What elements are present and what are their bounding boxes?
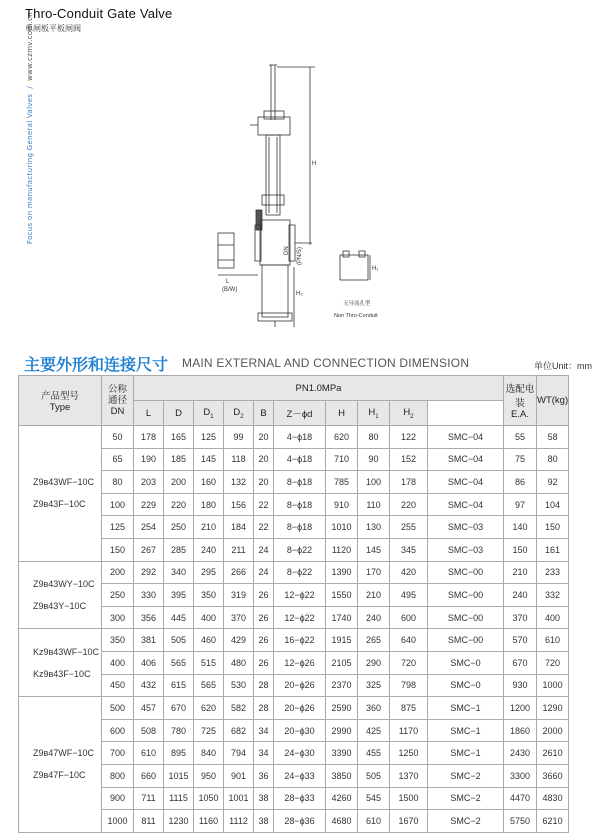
table-cell: 340 xyxy=(164,561,194,584)
table-cell: 90 xyxy=(358,448,390,471)
table-cell: 200 xyxy=(164,471,194,494)
col-l: L xyxy=(134,401,164,426)
header-wt: WT(kg) xyxy=(537,376,569,426)
table-cell: 125 xyxy=(194,426,224,449)
table-cell: 240 xyxy=(194,538,224,561)
table-cell: 12−ϕ26 xyxy=(274,651,326,674)
table-cell: 34 xyxy=(254,719,274,742)
table-cell: 156 xyxy=(224,493,254,516)
table-cell: SMC−00 xyxy=(428,629,504,652)
table-cell: 432 xyxy=(134,674,164,697)
table-cell: 4680 xyxy=(326,810,358,833)
col-h: H xyxy=(326,401,358,426)
table-row xyxy=(19,629,569,652)
table-cell: 1230 xyxy=(164,810,194,833)
table-cell: 104 xyxy=(537,493,569,516)
table-cell: 130 xyxy=(358,516,390,539)
table-cell: 950 xyxy=(194,764,224,787)
table-cell: 900 xyxy=(102,787,134,810)
table-cell: 4−ϕ18 xyxy=(274,448,326,471)
table-cell: 150 xyxy=(504,538,537,561)
table-cell: 38 xyxy=(254,810,274,833)
table-cell: 350 xyxy=(194,584,224,607)
table-cell: 185 xyxy=(164,448,194,471)
table-cell: 3390 xyxy=(326,742,358,765)
table-cell: SMC−2 xyxy=(428,787,504,810)
section-header xyxy=(24,352,594,374)
label-no-guide-cn: 无导流孔型 xyxy=(343,301,371,307)
table-cell: 406 xyxy=(134,651,164,674)
table-cell: SMC−0 xyxy=(428,651,504,674)
table-cell: 165 xyxy=(164,426,194,449)
table-cell: 508 xyxy=(134,719,164,742)
table-cell: 794 xyxy=(224,742,254,765)
table-cell: 170 xyxy=(358,561,390,584)
col-d: D xyxy=(164,401,194,426)
table-cell: 610 xyxy=(358,810,390,833)
table-row xyxy=(19,448,569,471)
table-cell: 140 xyxy=(504,516,537,539)
table-cell: 565 xyxy=(194,674,224,697)
table-cell: 325 xyxy=(358,674,390,697)
table-cell: 267 xyxy=(134,538,164,561)
label-h1: H₁ xyxy=(372,266,379,272)
table-cell: 8−ϕ18 xyxy=(274,471,326,494)
table-cell: 460 xyxy=(194,629,224,652)
table-cell: 798 xyxy=(390,674,428,697)
label-pns: (PN/S) xyxy=(297,247,303,265)
table-cell: 1010 xyxy=(326,516,358,539)
table-cell: 620 xyxy=(326,426,358,449)
table-cell: 610 xyxy=(134,742,164,765)
table-cell: 292 xyxy=(134,561,164,584)
table-cell: 350 xyxy=(102,629,134,652)
type-name: Z9в43F−10C xyxy=(33,499,86,510)
table-cell: 400 xyxy=(537,606,569,629)
table-row xyxy=(19,697,569,720)
table-cell: 80 xyxy=(358,426,390,449)
table-cell: 184 xyxy=(224,516,254,539)
table-cell: 660 xyxy=(134,764,164,787)
table-cell: 1860 xyxy=(504,719,537,742)
table-cell: 1915 xyxy=(326,629,358,652)
table-cell: 800 xyxy=(102,764,134,787)
type-name: Kz9в43F−10C xyxy=(33,668,91,679)
dimension-table xyxy=(18,375,569,833)
table-row xyxy=(19,584,569,607)
table-cell: 24 xyxy=(254,538,274,561)
table-cell: SMC−03 xyxy=(428,516,504,539)
table-cell: 545 xyxy=(358,787,390,810)
table-cell: 1170 xyxy=(390,719,428,742)
table-cell: 50 xyxy=(102,426,134,449)
table-row xyxy=(19,742,569,765)
table-cell: 450 xyxy=(102,674,134,697)
table-cell: 811 xyxy=(134,810,164,833)
table-cell: 1250 xyxy=(390,742,428,765)
type-cell xyxy=(19,697,102,833)
table-cell: 4470 xyxy=(504,787,537,810)
table-cell: 24 xyxy=(254,561,274,584)
table-cell: 8−ϕ22 xyxy=(274,538,326,561)
table-cell: 16−ϕ22 xyxy=(274,629,326,652)
table-cell: 150 xyxy=(537,516,569,539)
table-cell: 500 xyxy=(102,697,134,720)
table-cell: 710 xyxy=(326,448,358,471)
table-cell: 100 xyxy=(358,471,390,494)
table-cell: 28−ϕ33 xyxy=(274,787,326,810)
table-cell: 8−ϕ18 xyxy=(274,516,326,539)
table-cell: 480 xyxy=(224,651,254,674)
table-cell: 20 xyxy=(254,471,274,494)
table-cell: 200 xyxy=(102,561,134,584)
table-row xyxy=(19,538,569,561)
table-cell: SMC−2 xyxy=(428,764,504,787)
table-cell: 24−ϕ30 xyxy=(274,742,326,765)
col-b: B xyxy=(254,401,274,426)
table-cell: 20 xyxy=(254,426,274,449)
type-name: Z9в43WF−10C xyxy=(33,477,95,488)
table-cell: 80 xyxy=(537,448,569,471)
table-cell: 901 xyxy=(224,764,254,787)
table-cell: 20−ϕ26 xyxy=(274,697,326,720)
table-cell: 8−ϕ18 xyxy=(274,493,326,516)
table-cell: 211 xyxy=(224,538,254,561)
table-cell: 600 xyxy=(390,606,428,629)
table-cell: 210 xyxy=(358,584,390,607)
table-cell: 20−ϕ26 xyxy=(274,674,326,697)
table-row xyxy=(19,764,569,787)
table-cell: 457 xyxy=(134,697,164,720)
table-cell: 4260 xyxy=(326,787,358,810)
table-cell: 345 xyxy=(390,538,428,561)
table-cell: 1500 xyxy=(390,787,428,810)
table-cell: 36 xyxy=(254,764,274,787)
table-cell: 150 xyxy=(102,538,134,561)
table-cell: 356 xyxy=(134,606,164,629)
table-cell: 910 xyxy=(326,493,358,516)
table-cell: 610 xyxy=(537,629,569,652)
table-cell: 180 xyxy=(194,493,224,516)
unit-label: 单位Unit：mm xyxy=(534,361,592,371)
type-name: Z9в47WF−10C xyxy=(33,748,95,759)
col-h1: $H_1$ xyxy=(358,401,390,426)
table-cell: 720 xyxy=(390,651,428,674)
side-slogan: Focus on manufacturing General Valves / www.czmv.com.cn xyxy=(26,12,34,244)
table-cell: 370 xyxy=(224,606,254,629)
table-cell: 700 xyxy=(102,742,134,765)
table-cell: 895 xyxy=(164,742,194,765)
table-cell: 161 xyxy=(537,538,569,561)
valve-drawing xyxy=(200,55,410,340)
table-cell: 12−ϕ22 xyxy=(274,606,326,629)
table-cell: SMC−03 xyxy=(428,538,504,561)
table-cell: 58 xyxy=(537,426,569,449)
table-cell: 26 xyxy=(254,629,274,652)
type-cell xyxy=(19,629,102,697)
header-ea: 选配电装 E.A. xyxy=(504,376,537,426)
table-cell: 28−ϕ36 xyxy=(274,810,326,833)
table-cell: 1160 xyxy=(194,810,224,833)
type-name: Z9в47F−10C xyxy=(33,770,86,781)
table-cell: 1001 xyxy=(224,787,254,810)
table-cell: 250 xyxy=(102,584,134,607)
table-cell: 4−ϕ18 xyxy=(274,426,326,449)
table-cell: 300 xyxy=(102,606,134,629)
table-cell: 3850 xyxy=(326,764,358,787)
table-cell: 99 xyxy=(224,426,254,449)
table-cell: 2990 xyxy=(326,719,358,742)
table-cell: 145 xyxy=(194,448,224,471)
table-cell: 400 xyxy=(194,606,224,629)
table-cell: 34 xyxy=(254,742,274,765)
table-cell: 330 xyxy=(134,584,164,607)
table-cell: 203 xyxy=(134,471,164,494)
table-cell: 132 xyxy=(224,471,254,494)
table-cell: 429 xyxy=(224,629,254,652)
table-cell: 26 xyxy=(254,606,274,629)
table-cell: 8−ϕ22 xyxy=(274,561,326,584)
type-name: Kz9в43WF−10C xyxy=(33,646,100,657)
table-cell: 785 xyxy=(326,471,358,494)
table-cell: 3660 xyxy=(537,764,569,787)
table-row xyxy=(19,561,569,584)
table-cell: 1200 xyxy=(504,697,537,720)
table-cell: 285 xyxy=(164,538,194,561)
col-z: Z－ϕd xyxy=(274,401,326,426)
table-cell: 445 xyxy=(164,606,194,629)
table-cell: 240 xyxy=(358,606,390,629)
table-cell: 582 xyxy=(224,697,254,720)
table-cell: 65 xyxy=(102,448,134,471)
col-h2: $H_2$ xyxy=(390,401,428,426)
table-cell: 505 xyxy=(358,764,390,787)
table-cell: 86 xyxy=(504,471,537,494)
table-cell: 725 xyxy=(194,719,224,742)
table-cell: 97 xyxy=(504,493,537,516)
table-cell: 178 xyxy=(390,471,428,494)
label-no-guide-en: Non Thro-Conduit xyxy=(334,313,378,319)
table-cell: 2105 xyxy=(326,651,358,674)
table-cell: 530 xyxy=(224,674,254,697)
table-cell: 840 xyxy=(194,742,224,765)
table-row xyxy=(19,493,569,516)
table-cell: 600 xyxy=(102,719,134,742)
table-cell: 1550 xyxy=(326,584,358,607)
table-cell: 332 xyxy=(537,584,569,607)
table-cell: SMC−1 xyxy=(428,697,504,720)
table-row xyxy=(19,606,569,629)
table-cell: SMC−04 xyxy=(428,448,504,471)
table-cell: 118 xyxy=(224,448,254,471)
table-cell: 1370 xyxy=(390,764,428,787)
label-dn: DN xyxy=(284,246,290,255)
table-cell: 875 xyxy=(390,697,428,720)
table-cell: 254 xyxy=(134,516,164,539)
table-cell: 1670 xyxy=(390,810,428,833)
table-cell: 420 xyxy=(390,561,428,584)
table-cell: 4830 xyxy=(537,787,569,810)
table-cell: 1050 xyxy=(194,787,224,810)
table-cell: SMC−00 xyxy=(428,606,504,629)
table-cell: 615 xyxy=(164,674,194,697)
table-cell: 210 xyxy=(504,561,537,584)
table-cell: 28 xyxy=(254,697,274,720)
table-row xyxy=(19,651,569,674)
table-cell: 2610 xyxy=(537,742,569,765)
table-cell: 570 xyxy=(504,629,537,652)
table-row xyxy=(19,674,569,697)
table-cell: 2430 xyxy=(504,742,537,765)
table-cell: SMC−1 xyxy=(428,742,504,765)
table-cell: 381 xyxy=(134,629,164,652)
col-d1: $D_1$ xyxy=(194,401,224,426)
table-cell: 505 xyxy=(164,629,194,652)
type-cell xyxy=(19,561,102,629)
header-dn: 公称 通径 DN xyxy=(102,376,134,426)
table-cell: 780 xyxy=(164,719,194,742)
type-name: Z9в43Y−10C xyxy=(33,600,87,611)
table-row xyxy=(19,810,569,833)
table-cell: 395 xyxy=(164,584,194,607)
table-cell: 38 xyxy=(254,787,274,810)
section-title-cn: 主要外形和连接尺寸 xyxy=(24,355,169,374)
table-cell: 515 xyxy=(194,651,224,674)
table-cell: SMC−2 xyxy=(428,810,504,833)
table-cell: SMC−00 xyxy=(428,584,504,607)
table-row xyxy=(19,471,569,494)
table-cell: 24−ϕ33 xyxy=(274,764,326,787)
table-cell: 55 xyxy=(504,426,537,449)
table-cell: 711 xyxy=(134,787,164,810)
table-cell: 640 xyxy=(390,629,428,652)
table-cell: 92 xyxy=(537,471,569,494)
header-pn: PN1.0MPa xyxy=(134,376,504,401)
table-cell: SMC−04 xyxy=(428,426,504,449)
table-cell: 1015 xyxy=(164,764,194,787)
table-cell: 930 xyxy=(504,674,537,697)
table-cell: 265 xyxy=(358,629,390,652)
table-cell: 12−ϕ22 xyxy=(274,584,326,607)
table-cell: 20 xyxy=(254,448,274,471)
table-cell: 152 xyxy=(390,448,428,471)
table-cell: 22 xyxy=(254,516,274,539)
table-cell: 319 xyxy=(224,584,254,607)
table-cell: 80 xyxy=(102,471,134,494)
table-cell: 26 xyxy=(254,651,274,674)
type-name: Z9в43WY−10C xyxy=(33,578,95,589)
table-cell: 75 xyxy=(504,448,537,471)
table-cell: 240 xyxy=(504,584,537,607)
table-cell: SMC−00 xyxy=(428,561,504,584)
table-cell: 620 xyxy=(194,697,224,720)
table-row xyxy=(19,787,569,810)
table-cell: 565 xyxy=(164,651,194,674)
table-cell: 370 xyxy=(504,606,537,629)
table-cell: 290 xyxy=(358,651,390,674)
table-cell: SMC−04 xyxy=(428,493,504,516)
page-subtitle: 单闸板平板闸阀 xyxy=(25,24,81,33)
table-row xyxy=(19,426,569,449)
table-cell: 295 xyxy=(194,561,224,584)
table-cell: 190 xyxy=(134,448,164,471)
table-cell: 495 xyxy=(390,584,428,607)
table-cell: 28 xyxy=(254,674,274,697)
header-type: 产品型号 Type xyxy=(19,376,102,426)
table-cell: 1000 xyxy=(102,810,134,833)
table-row xyxy=(19,719,569,742)
table-cell: 425 xyxy=(358,719,390,742)
table-cell: 455 xyxy=(358,742,390,765)
table-cell: 1120 xyxy=(326,538,358,561)
type-cell xyxy=(19,426,102,562)
table-cell: 125 xyxy=(102,516,134,539)
table-cell: 233 xyxy=(537,561,569,584)
table-cell: 20−ϕ30 xyxy=(274,719,326,742)
label-h2: H₂ xyxy=(296,291,303,297)
table-cell: 3300 xyxy=(504,764,537,787)
table-cell: 400 xyxy=(102,651,134,674)
table-cell: 682 xyxy=(224,719,254,742)
table-cell: 122 xyxy=(390,426,428,449)
table-cell: 250 xyxy=(164,516,194,539)
table-cell: 22 xyxy=(254,493,274,516)
table-cell: 160 xyxy=(194,471,224,494)
table-cell: 2370 xyxy=(326,674,358,697)
table-cell: 210 xyxy=(194,516,224,539)
table-cell: 670 xyxy=(504,651,537,674)
table-cell: 1290 xyxy=(537,697,569,720)
table-cell: 26 xyxy=(254,584,274,607)
label-l: L xyxy=(226,279,230,285)
col-d2: $D_2$ xyxy=(224,401,254,426)
table-cell: 6210 xyxy=(537,810,569,833)
section-title-en: MAIN EXTERNAL AND CONNECTION DIMENSION xyxy=(182,356,470,370)
table-cell: 110 xyxy=(358,493,390,516)
table-cell: 5750 xyxy=(504,810,537,833)
table-cell: 145 xyxy=(358,538,390,561)
table-cell: 178 xyxy=(134,426,164,449)
table-cell: 229 xyxy=(134,493,164,516)
label-h: H xyxy=(312,161,317,167)
table-cell: SMC−1 xyxy=(428,719,504,742)
table-cell: 220 xyxy=(164,493,194,516)
table-cell: 670 xyxy=(164,697,194,720)
table-cell: 1390 xyxy=(326,561,358,584)
table-cell: 720 xyxy=(537,651,569,674)
table-cell: 1740 xyxy=(326,606,358,629)
table-cell: 1115 xyxy=(164,787,194,810)
table-cell: SMC−0 xyxy=(428,674,504,697)
table-row xyxy=(19,516,569,539)
table-cell: 1000 xyxy=(537,674,569,697)
page-title: Thro-Conduit Gate Valve xyxy=(25,6,173,21)
table-cell: 2000 xyxy=(537,719,569,742)
table-cell: SMC−04 xyxy=(428,471,504,494)
table-cell: 360 xyxy=(358,697,390,720)
table-cell: 266 xyxy=(224,561,254,584)
table-cell: 100 xyxy=(102,493,134,516)
table-cell: 220 xyxy=(390,493,428,516)
table-cell: 1112 xyxy=(224,810,254,833)
label-bw: (B/W) xyxy=(222,287,238,293)
table-cell: 255 xyxy=(390,516,428,539)
table-cell: 2590 xyxy=(326,697,358,720)
